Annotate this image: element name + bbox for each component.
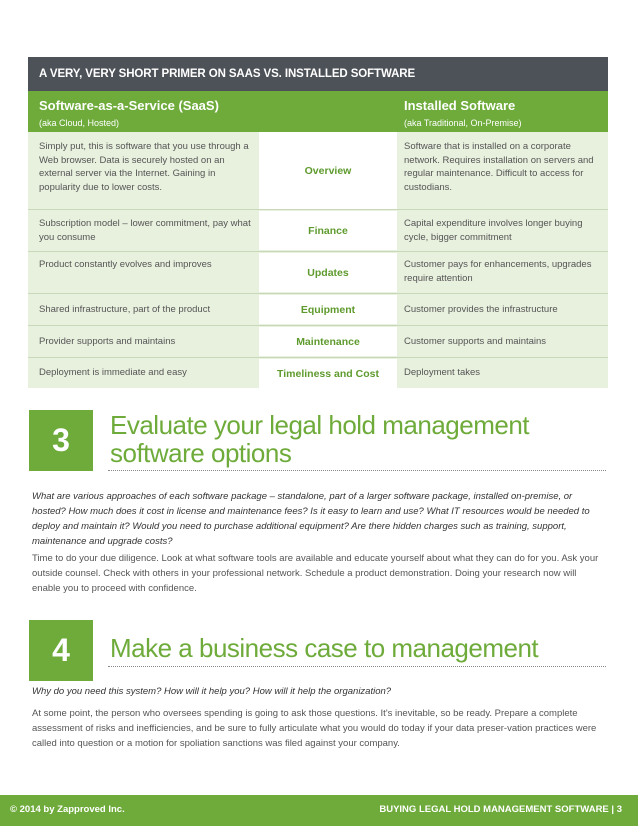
section-3-questions: What are various approaches of each software package – standalone, part of a larger software package, installed on-premise, or hosted? How much does it cost in license and maintenance fees? Is it easy to learn and use? What IT resources would be needed to deploy and maintain it? Would you need to purchase additional equipment? Are there hidden charges such as training, support, maintenance and upgrade costs? [32, 491, 590, 547]
section-4-title: Make a business case to management [110, 633, 539, 663]
saas-cell: Shared infrastructure, part of the product [39, 304, 211, 315]
category-cell: Overview [259, 132, 397, 209]
saas-comparison-table [28, 57, 608, 388]
saas-cell: Provider supports and maintains [39, 336, 176, 347]
installed-header-sub: (aka Traditional, On-Premise) [404, 118, 522, 128]
saas-cell: Subscription model – lower commitment, pay what you consume [39, 218, 251, 243]
section-4-question: Why do you need this system? How will it help you? How will it help the organization? [32, 686, 392, 697]
section-3-title [110, 411, 529, 467]
installed-header-name: Installed Software [404, 98, 516, 113]
installed-cell: Deployment takes [404, 367, 481, 378]
section-3-body: Time to do your due diligence. Look at what software tools are available and educate yourself about what they can do for you. Ask your outside counsel. Check with others in your professional network. Schedule a product demonstration. Doing your research now will enable you to proceed with confidence. [32, 553, 599, 594]
section-4-body: At some point, the person who oversees spending is going to ask those questions. It's inevitable, so be ready. Prepare a complete assessment of risks and inefficiencies, and be sure to fully articulate what you would do today if your data preser-vation practices were called into question or a motion for spoliation sanctions was filed against your company. [32, 708, 597, 749]
category-cell: Maintenance [259, 327, 397, 356]
table-row [28, 209, 608, 251]
installed-cell: Customer provides the infrastructure [404, 304, 558, 315]
category-cell: Finance [259, 211, 397, 250]
table-row [28, 325, 608, 357]
saas-header-name: Software-as-a-Service (SaaS) [39, 98, 219, 113]
category-cell: Timeliness and Cost [259, 359, 397, 388]
table-row [28, 357, 608, 388]
installed-cell: Capital expenditure involves longer buying cycle, bigger commitment [404, 218, 583, 243]
installed-header [404, 98, 522, 128]
footer-page-label: BUYING LEGAL HOLD MANAGEMENT SOFTWARE | 3 [379, 804, 622, 815]
section-3-title-line2: software options [110, 438, 292, 468]
saas-cell: Product constantly evolves and improves [39, 259, 212, 270]
section-4-divider [108, 666, 606, 667]
installed-cell: Customer supports and maintains [404, 336, 547, 347]
table-header [28, 91, 608, 132]
installed-cell: Software that is installed on a corporate network. Requires installation on servers and regular maintenance. Difficult to access for custodians. [404, 141, 594, 193]
saas-header-sub: (aka Cloud, Hosted) [39, 118, 120, 128]
section-4-number-badge: 4 [29, 620, 93, 681]
installed-cell: Customer pays for enhancements, upgrades require attention [404, 259, 592, 284]
section-3-number-badge: 3 [29, 410, 93, 471]
table-title: A VERY, VERY SHORT PRIMER ON SAAS VS. INSTALLED SOFTWARE [28, 57, 608, 91]
table-body [28, 132, 608, 388]
saas-cell: Deployment is immediate and easy [39, 367, 187, 378]
saas-cell: Simply put, this is software that you use through a Web browser. Data is securely hosted on an external server via the Internet. Gaining in popularity due to lower costs. [39, 141, 249, 193]
section-3-divider [108, 470, 606, 471]
table-row [28, 293, 608, 325]
table-row [28, 251, 608, 293]
category-cell: Equipment [259, 295, 397, 324]
category-cell: Updates [259, 253, 397, 292]
footer-copyright: © 2014 by Zapproved Inc. [10, 804, 125, 815]
section-3-title-line1: Evaluate your legal hold management [110, 410, 530, 440]
saas-header [39, 98, 219, 128]
table-row [28, 132, 608, 209]
page-footer [0, 795, 638, 826]
